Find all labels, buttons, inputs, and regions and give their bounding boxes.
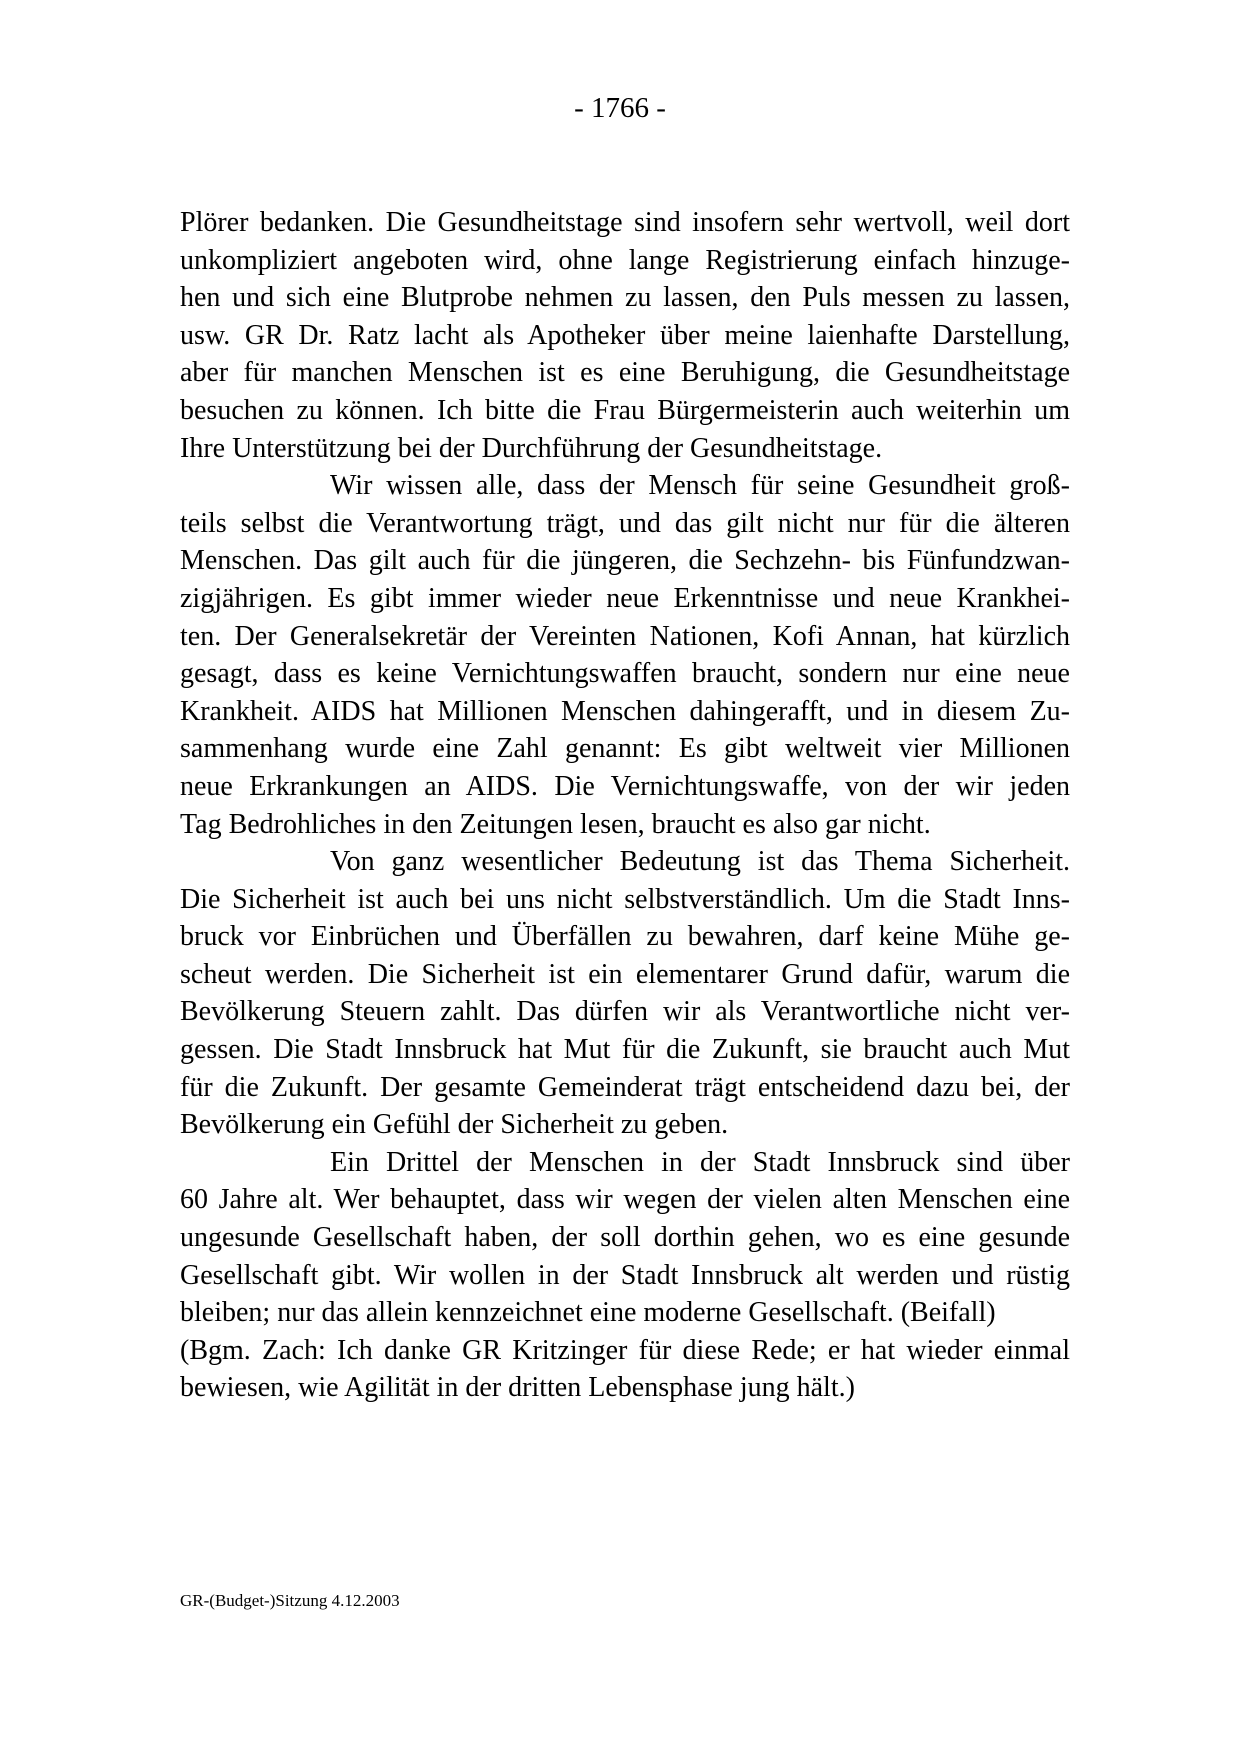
text-line: unkompliziert angeboten wird, ohne lange Registrierung einfach hinzuge- xyxy=(180,244,1070,276)
body-text xyxy=(180,204,1070,1407)
text-line: Bevölkerung Steuern zahlt. Das dürfen wir als Verantwortliche nicht ver- xyxy=(180,996,1070,1028)
text-line: bewiesen, wie Agilität in der dritten Lebensphase jung hält.) xyxy=(180,1372,855,1404)
text-line: aber für manchen Menschen ist es eine Beruhigung, die Gesundheitstage xyxy=(180,357,1070,389)
text-line: Wir wissen alle, dass der Mensch für seine Gesundheit groß- xyxy=(330,470,1070,502)
text-line: neue Erkrankungen an AIDS. Die Vernichtungswaffe, von der wir jeden xyxy=(180,770,1070,802)
text-line: usw. GR Dr. Ratz lacht als Apotheker über meine laienhafte Darstellung, xyxy=(180,319,1070,351)
text-line: ungesunde Gesellschaft haben, der soll dorthin gehen, wo es eine gesunde xyxy=(180,1222,1070,1254)
text-line: Die Sicherheit ist auch bei uns nicht selbstverständlich. Um die Stadt Inns- xyxy=(180,883,1070,915)
text-line: Bevölkerung ein Gefühl der Sicherheit zu geben. xyxy=(180,1109,729,1141)
text-line: (Bgm. Zach: Ich danke GR Kritzinger für diese Rede; er hat wieder einmal xyxy=(180,1334,1070,1366)
footer: GR-(Budget-)Sitzung 4.12.2003 xyxy=(180,1591,400,1610)
text-line: sammenhang wurde eine Zahl genannt: Es gibt weltweit vier Millionen xyxy=(180,733,1070,765)
text-line: teils selbst die Verantwortung trägt, und das gilt nicht nur für die älteren xyxy=(180,507,1070,539)
text-line: für die Zukunft. Der gesamte Gemeinderat trägt entscheidend dazu bei, der xyxy=(180,1071,1070,1103)
text-line: ten. Der Generalsekretär der Vereinten Nationen, Kofi Annan, hat kürzlich xyxy=(180,620,1070,652)
text-line: Ihre Unterstützung bei der Durchführung der Gesundheitstage. xyxy=(180,432,883,464)
text-line: bleiben; nur das allein kennzeichnet eine moderne Gesellschaft. (Beifall) xyxy=(180,1297,996,1329)
text-line: Tag Bedrohliches in den Zeitungen lesen, braucht es also gar nicht. xyxy=(180,808,931,840)
text-line: Ein Drittel der Menschen in der Stadt Innsbruck sind über xyxy=(330,1146,1070,1178)
text-line: bruck vor Einbrüchen und Überfällen zu bewahren, darf keine Mühe ge- xyxy=(180,921,1070,953)
text-line: besuchen zu können. Ich bitte die Frau Bürgermeisterin auch weiterhin um xyxy=(180,394,1070,426)
text-line: 60 Jahre alt. Wer behauptet, dass wir wegen der vielen alten Menschen eine xyxy=(180,1184,1070,1216)
text-line: zigjährigen. Es gibt immer wieder neue Erkenntnisse und neue Krankhei- xyxy=(180,582,1070,614)
text-line: Menschen. Das gilt auch für die jüngeren, die Sechzehn- bis Fünfundzwan- xyxy=(180,545,1070,577)
text-line: hen und sich eine Blutprobe nehmen zu lassen, den Puls messen zu lassen, xyxy=(180,282,1070,314)
page-number: - 1766 - xyxy=(574,92,666,124)
text-line: gesagt, dass es keine Vernichtungswaffen braucht, sondern nur eine neue xyxy=(180,658,1070,690)
text-line: Von ganz wesentlicher Bedeutung ist das Thema Sicherheit. xyxy=(330,846,1070,878)
text-line: Krankheit. AIDS hat Millionen Menschen dahingerafft, und in diesem Zu- xyxy=(180,695,1070,727)
text-line: gessen. Die Stadt Innsbruck hat Mut für die Zukunft, sie braucht auch Mut xyxy=(180,1034,1070,1066)
text-line: Gesellschaft gibt. Wir wollen in der Stadt Innsbruck alt werden und rüstig xyxy=(180,1259,1070,1291)
text-line: Plörer bedanken. Die Gesundheitstage sind insofern sehr wertvoll, weil dort xyxy=(180,207,1070,238)
text-line: scheut werden. Die Sicherheit ist ein elementarer Grund dafür, warum die xyxy=(180,958,1070,990)
